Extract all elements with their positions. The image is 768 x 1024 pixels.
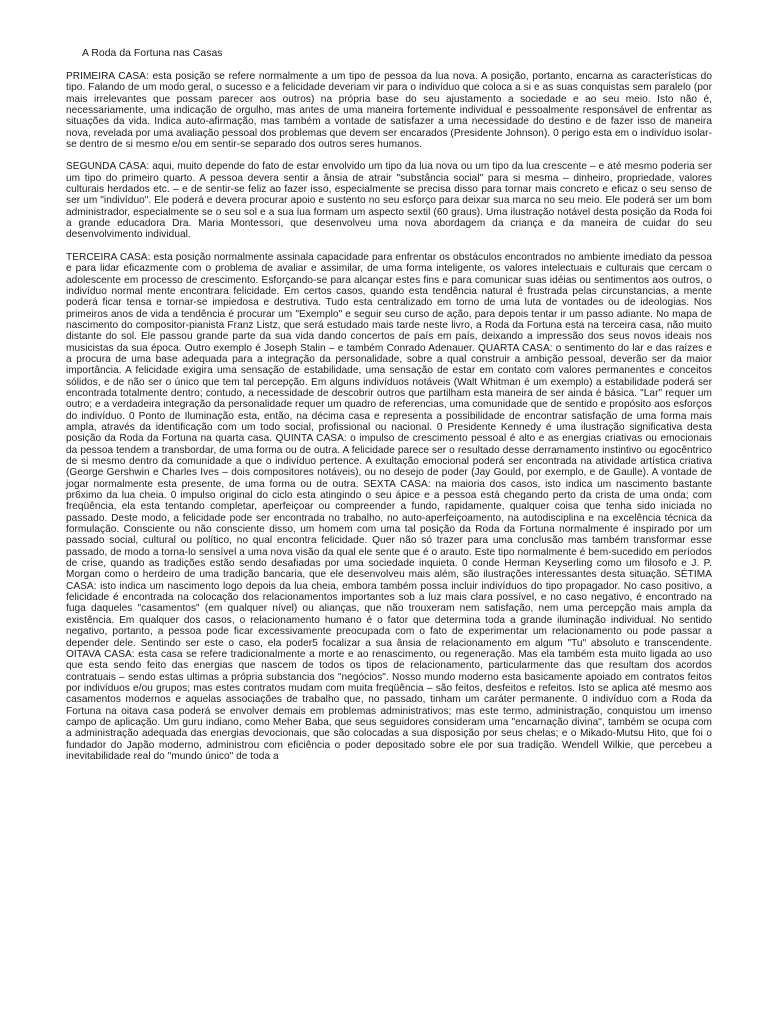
paragraph-primeira-casa: PRIMEIRA CASA: esta posição se refere normalmente a um tipo de pessoa da lua nova. A posição, portanto, encarna as características do tipo. Falando de um modo geral, o sucesso e a felicidade deveriam vir para o indivíduo que coloca a si e as suas conquistas sem paralelo (por mais irrelevantes que possam parecer aos outros) na própria base do seu ajustamento a sociedade e ao seu meio. Isto não é, necessariamente, uma indicação de orgulho, mas antes de uma maneira fortemente individual e pessoalmente responsável de enfrentar as situações da vida. Indica auto-afirmação, mas também a vontade de satisfazer a uma necessidade do destino e de fazer isso de maneira nova, revelada por uma avaliação pessoal dos problemas que devem ser encarados (Presidente Johnson). 0 perigo esta em o indivíduo isolar-se dentro de si mesmo e/ou em sentir-se separado dos outros seres humanos.	[66, 71, 712, 151]
paragraph-segunda-casa: SEGUNDA CASA: aqui, muito depende do fato de estar envolvido um tipo da lua nova ou um tipo da lua crescente – e até mesmo poderia ser um tipo do primeiro quarto. A pessoa devera sentir a ânsia de atrair "substância social" para si mesma – dinheiro, propriedade, valores culturais herdados etc. – e de sentir-se feliz ao fazer isso, especialmente se precisa disso para tornar mais concreto e eficaz o seu senso de ser um "indivíduo". Ele poderá e devera procurar apoio e sustento no seu esforço para deixar sua marca no seu meio. Ele poderá ser um bom administrador, especialmente se o seu sol e a sua lua formam um aspecto sextil (60 graus). Uma ilustração notável desta posição da Roda foi a grande educadora Dra. Maria Montessori, que desenvolveu uma nova abordagem da criança e da maneira de cuidar do seu desenvolvimento individual.	[66, 161, 712, 241]
document-page	[66, 48, 712, 762]
paragraph-terceira-a-oitava-casa: TERCEIRA CASA: esta posição normalmente assinala capacidade para enfrentar os obstáculos encontrados no ambiente imediato da pessoa e para lidar eficazmente com o problema de avaliar e assimilar, de uma forma inteligente, os valores intelectuais e culturais que cercam o adolescente em processo de crescimento. Esforçando-se para alcançar estes fins e para comunicar suas idéias ou sentimentos aos outros, o indivíduo normal mente encontrara felicidade. Em certos casos, quando esta tendência natural é frustrada pelas circunstancias, a mente poderá ficar tensa e tornar-se impiedosa e destrutiva. Tudo esta centralizado em torno de uma luta de vontades ou de ideologias. Nos primeiros anos de vida a tendência é procurar um "Exemplo" e seguir seu curso de ação, para depois tentar ir um passo adiante. No mapa de nascimento do compositor-pianista Franz Listz, que será estudado mais tarde neste livro, a Roda da Fortuna esta na terceira casa, não muito distante do sol. Ele passou grande parte da sua vida dando concertos de país em país, deixando a impressão dos seus novos ideais nos musicistas da sua época. Outro exemplo é Joseph Stalin – e também Conrado Adenauer. QUARTA CASA: o sentimento do lar e das raízes e a procura de uma base adequada para a integração da personalidade, sobre a qual construir a ambição pessoal, deverão ser da maior importância. A felicidade exigira uma sensação de estabilidade, uma sensação de estar em contato com valores permanentes e conceitos sólidos, e de não ser o único que tem tal percepção. Em alguns indivíduos notáveis (Walt Whitman é um exemplo) a estabilidade poderá ser encontrada totalmente dentro; contudo, a necessidade de descobrir outros que partilham esta maneira de ser ainda é básica. "Lar" requer um outro; e a verdadeira integração da personalidade requer um quadro de referencias, uma comunidade que de sentido e propósito aos esforços do indivíduo. 0 Ponto de Iluminação esta, então, na décima casa e representa a possibilidade de encontrar satisfação de uma forma mais ampla, através da identificação com um todo social, profissional ou nacional. 0 Presidente Kennedy é uma ilustração significativa desta posição da Roda da Fortuna na quarta casa. QUINTA CASA: o impulso de crescimento pessoal é alto e as energias criativas ou emocionais da pessoa tendem a transbordar, de uma forma ou de outra. A felicidade parece ser o resultado desse derramamento instintivo ou egocêntrico de si mesmo dentro da comunidade a que o indivíduo pertence. A exultação emocional poderá ser encontrada na atividade artística criativa (George Gershwin e Charles Ives – dois compositores notáveis), ou no desejo de poder (Jay Gould, por exemplo, e de Gaulle). A vontade de jogar normalmente esta presente, de uma forma ou de outra. SEXTA CASA: na maioria dos casos, isto indica um nascimento bastante pr6ximo da lua cheia. 0 impulso original do ciclo esta atingindo o seu ápice e a pessoa está chegando perto da crista de uma onda; com freqüência, ela esta tentando completar, aperfeiçoar ou compreender a fundo, rapidamente, qualquer coisa que tenha sido iniciada no passado. Deste modo, a felicidade pode ser encontrada no trabalho, no auto-aperfeiçoamento, na autodisciplina e na excelência técnica da formulação. Consciente ou não consciente disso, um homem com uma tal posição da Roda da Fortuna normalmente é inspirado por um passado social, cultural ou político, no qual encontra felicidade. Quer não só trazer para uma conclusão mas também transformar esse passado, de modo a torna-lo sensível a uma nova visão da qual ele sente que é o arauto. Este tipo normalmente é bem-sucedido em períodos de crise, quando as tradições estão sendo desafiadas por uma sociedade inquieta. 0 conde Herman Keyserling como um filosofo e J. P. Morgan como o herdeiro de uma tradição bancaria, que ele desenvolveu mais além, são ilustrações interessantes desta situação. SÉTIMA CASA: isto indica um nascimento logo depois da lua cheia, embora também possa incluir indivíduos do tipo propagador. No caso positivo, a felicidade é encontrada na colocação dos relacionamentos importantes sob a luz mais clara possível, e no caso negativo, é encontrado na fuga daqueles "casamentos" (em qualquer nível) ou alianças, que não trouxeram nem satisfação, nem uma percepção mais ampla da existência. Em qualquer dos casos, o relacionamento humano é o fator que determina toda a grande iluminação individual. No sentido negativo, portanto, a pessoa pode ficar excessivamente preocupada com o fato de experimentar um relacionamento ou pode passar a depender dele. Sentindo ser este o caso, ela poder5 focalizar a sua ânsia de relacionamento em algum "Tu" absoluto e transcendente. OITAVA CASA: esta casa se refere tradicionalmente a morte e ao renascimento, ou regeneração. Mas ela também esta muito ligada ao uso que esta sendo feito das energias que nascem de todos os tipos de relacionamento, particularmente das que resultam dos acordos contratuais – sendo estas ultimas a própria substancia dos "negócios". Nosso mundo moderno esta basicamente apoiado em contratos feitos por indivíduos e/ou grupos; mas estes contratos mudam com muita freqüência – são feitos, desfeitos e refeitos. Isto se aplica até mesmo aos casamentos modernos e aquelas associações de trabalho que, no passado, tinham um caráter permanente. 0 indivíduo com a Roda da Fortuna na oitava casa poderá se envolver demais em problemas administrativos; mas este termo, administração, conquistou um imenso campo de aplicação. Um guru indiano, como Meher Baba, que seus seguidores consideram uma "encarnação divina", também se ocupa com a administração adequada das energias devocionais, que são colocadas a sua disposição por seus chelas; e o Mikado-Mutsu Hito, que foi o fundador do Japão moderno, administrou com eficiência o poder depositado sobre ele por sua tradição. Wendell Wilkie, que percebeu a inevitabilidade real do "mundo único" de toda a	[66, 251, 712, 762]
document-title: A Roda da Fortuna nas Casas	[82, 48, 223, 59]
